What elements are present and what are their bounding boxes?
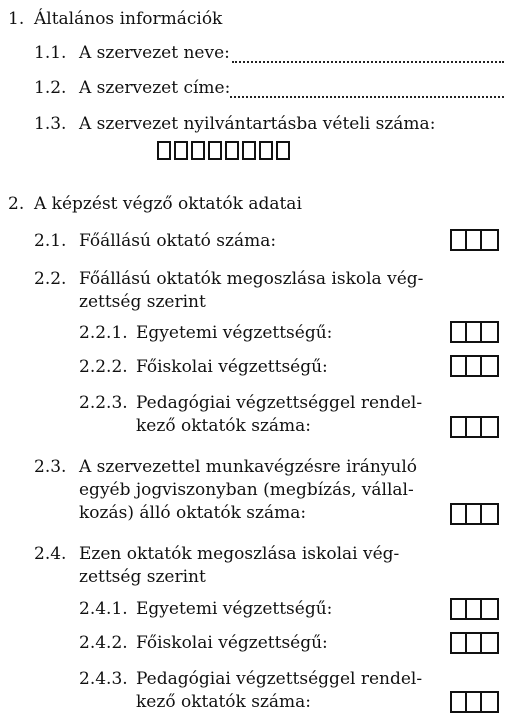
item-1-2-number: 1.2. [34, 78, 67, 98]
fulltime-count-boxes[interactable] [450, 229, 499, 251]
registration-digit-box[interactable] [174, 141, 188, 160]
item-2-3-line2: egyéb jogviszonyban (megbízás, vállal- [79, 480, 414, 500]
item-2-2-number: 2.2. [34, 269, 67, 289]
fulltime-pedagogical-boxes[interactable] [450, 416, 499, 438]
item-1-3-label: A szervezet nyilvántartásba vételi száma: [79, 114, 436, 134]
item-2-2-3-line1: Pedagógiai végzettséggel rendel- [136, 393, 423, 413]
item-2-4-3-number: 2.4.3. [79, 669, 128, 689]
item-2-2-3-line2: kező oktatók száma: [136, 416, 312, 436]
item-2-1-label: Főállású oktató száma: [79, 231, 277, 251]
item-2-4-3-line1: Pedagógiai végzettséggel rendel- [136, 669, 423, 689]
item-2-4-line1: Ezen oktatók megoszlása iskolai vég- [79, 544, 400, 564]
item-2-2-2-label: Főiskolai végzettségű: [136, 357, 328, 377]
registration-digit-box[interactable] [208, 141, 222, 160]
registration-digit-box[interactable] [191, 141, 205, 160]
item-2-4-1-number: 2.4.1. [79, 599, 128, 619]
item-1-3-number: 1.3. [34, 114, 67, 134]
section-2-number: 2. [8, 194, 25, 214]
item-2-1-number: 2.1. [34, 231, 67, 251]
contract-university-boxes[interactable] [450, 598, 499, 620]
section-1-number: 1. [8, 9, 25, 29]
item-1-2-label: A szervezet címe: [79, 78, 231, 98]
contract-count-boxes[interactable] [450, 503, 499, 525]
section-2-title: A képzést végző oktatók adatai [34, 194, 302, 214]
item-2-4-2-label: Főiskolai végzettségű: [136, 633, 328, 653]
item-2-2-2-number: 2.2.2. [79, 357, 128, 377]
item-2-4-line2: zettség szerint [79, 567, 206, 587]
registration-digit-box[interactable] [157, 141, 171, 160]
item-2-3-line3: kozás) álló oktatók száma: [79, 503, 307, 523]
org-address-field[interactable] [230, 96, 504, 98]
item-2-4-1-label: Egyetemi végzettségű: [136, 599, 333, 619]
item-2-4-3-line2: kező oktatók száma: [136, 692, 312, 712]
item-2-2-line2: zettség szerint [79, 292, 206, 312]
registration-digit-box[interactable] [276, 141, 290, 160]
fulltime-university-boxes[interactable] [450, 321, 499, 343]
item-1-1-number: 1.1. [34, 43, 67, 63]
registration-digit-box[interactable] [225, 141, 239, 160]
registration-number-boxes[interactable] [157, 141, 293, 160]
item-2-2-3-number: 2.2.3. [79, 393, 128, 413]
registration-digit-box[interactable] [259, 141, 273, 160]
registration-digit-box[interactable] [242, 141, 256, 160]
item-2-2-1-number: 2.2.1. [79, 323, 128, 343]
section-1-title: Általános információk [34, 9, 223, 29]
fulltime-college-boxes[interactable] [450, 355, 499, 377]
item-2-3-line1: A szervezettel munkavégzésre irányuló [79, 457, 417, 477]
item-2-4-number: 2.4. [34, 544, 67, 564]
item-2-2-1-label: Egyetemi végzettségű: [136, 323, 333, 343]
item-2-4-2-number: 2.4.2. [79, 633, 128, 653]
item-2-3-number: 2.3. [34, 457, 67, 477]
org-name-field[interactable] [232, 61, 504, 63]
item-1-1-label: A szervezet neve: [79, 43, 230, 63]
contract-pedagogical-boxes[interactable] [450, 691, 499, 713]
item-2-2-line1: Főállású oktatók megoszlása iskola vég- [79, 269, 424, 289]
contract-college-boxes[interactable] [450, 632, 499, 654]
